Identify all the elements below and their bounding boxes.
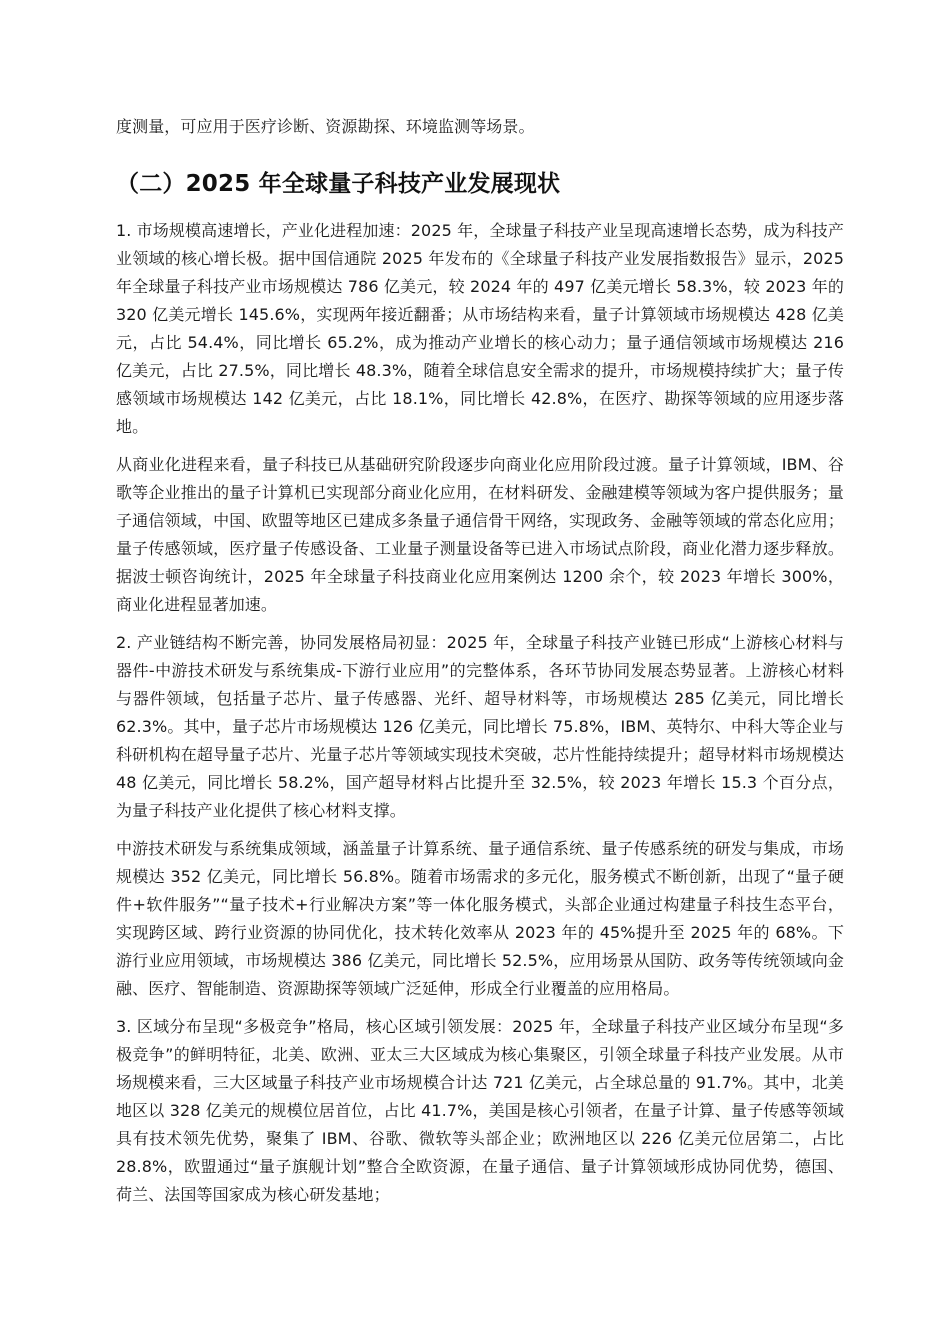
document-page xyxy=(116,113,844,1219)
paragraph-market-scale: 1. 市场规模高速增长，产业化进程加速：2025 年，全球量子科技产业呈现高速增长态势，成为科技产业领域的核心增长极。据中国信通院 2025 年发布的《全球量子科技产业发展指数报告》显示，2025 年全球量子科技产业市场规模达 786 亿美元，较 2024 年的 497 亿美元增长 58.3%，较 2023 年的 320 亿美元增长 145.6%，实现两年接近翻番；从市场结构来看，量子计算领域市场规模达 428 亿美元，占比 54.4%，同比增长 65.2%，成为推动产业增长的核心动力；量子通信领域市场规模达 216 亿美元，占比 27.5%，同比增长 48.3%，随着全球信息安全需求的提升，市场规模持续扩大；量子传感领域市场规模达 142 亿美元，占比 18.1%，同比增长 42.8%，在医疗、勘探等领域的应用逐步落地。 xyxy=(116,221,844,436)
intro-text: 度测量，可应用于医疗诊断、资源勘探、环境监测等场景。 xyxy=(116,117,535,136)
paragraph-regional-distribution: 3. 区域分布呈现“多极竞争”格局，核心区域引领发展：2025 年，全球量子科技产业区域分布呈现“多极竞争”的鲜明特征，北美、欧洲、亚太三大区域成为核心集聚区，引领全球量子科技产业发展。从市场规模来看，三大区域量子科技产业市场规模合计达 721 亿美元，占全球总量的 91.7%。其中，北美地区以 328 亿美元的规模位居首位，占比 41.7%，美国是核心引领者，在量子计算、量子传感等领域具有技术领先优势，聚集了 IBM、谷歌、微软等头部企业；欧洲地区以 226 亿美元位居第二，占比 28.8%，欧盟通过“量子旗舰计划”整合全欧资源，在量子通信、量子计算领域形成协同优势，德国、荷兰、法国等国家成为核心研发基地； xyxy=(116,1017,844,1204)
paragraph-midstream: 中游技术研发与系统集成领域，涵盖量子计算系统、量子通信系统、量子传感系统的研发与集成，市场规模达 352 亿美元，同比增长 56.8%。随着市场需求的多元化，服务模式不断创新，出现了“量子硬件+软件服务”“量子技术+行业解决方案”等一体化服务模式，头部企业通过构建量子科技生态平台，实现跨区域、跨行业资源的协同优化，技术转化效率从 2023 年的 45%提升至 2025 年的 68%。下游行业应用领域，市场规模达 386 亿美元，同比增长 52.5%，应用场景从国防、政务等传统领域向金融、医疗、智能制造、资源勘探等领域广泛延伸，形成全行业覆盖的应用格局。 xyxy=(116,839,844,998)
paragraph-commercialization: 从商业化进程来看，量子科技已从基础研究阶段逐步向商业化应用阶段过渡。量子计算领域，IBM、谷歌等企业推出的量子计算机已实现部分商业化应用，在材料研发、金融建模等领域为客户提供服务；量子通信领域，中国、欧盟等地区已建成多条量子通信骨干网络，实现政务、金融等领域的常态化应用；量子传感领域，医疗量子传感设备、工业量子测量设备等已进入市场试点阶段，商业化潜力逐步释放。据波士顿咨询统计，2025 年全球量子科技商业化应用案例达 1200 余个，较 2023 年增长 300%，商业化进程显著加速。 xyxy=(116,455,844,614)
section-heading: （二）2025 年全球量子科技产业发展现状 xyxy=(116,171,561,197)
paragraph-industry-chain: 2. 产业链结构不断完善，协同发展格局初显：2025 年，全球量子科技产业链已形成“上游核心材料与器件-中游技术研发与系统集成-下游行业应用”的完整体系，各环节协同发展态势显著。上游核心材料与器件领域，包括量子芯片、量子传感器、光纤、超导材料等，市场规模达 285 亿美元，同比增长 62.3%。其中，量子芯片市场规模达 126 亿美元，同比增长 75.8%，IBM、英特尔、中科大等企业与科研机构在超导量子芯片、光量子芯片等领域实现技术突破，芯片性能持续提升；超导材料市场规模达 48 亿美元，同比增长 58.2%，国产超导材料占比提升至 32.5%，较 2023 年增长 15.3 个百分点，为量子科技产业化提供了核心材料支撑。 xyxy=(116,633,844,820)
